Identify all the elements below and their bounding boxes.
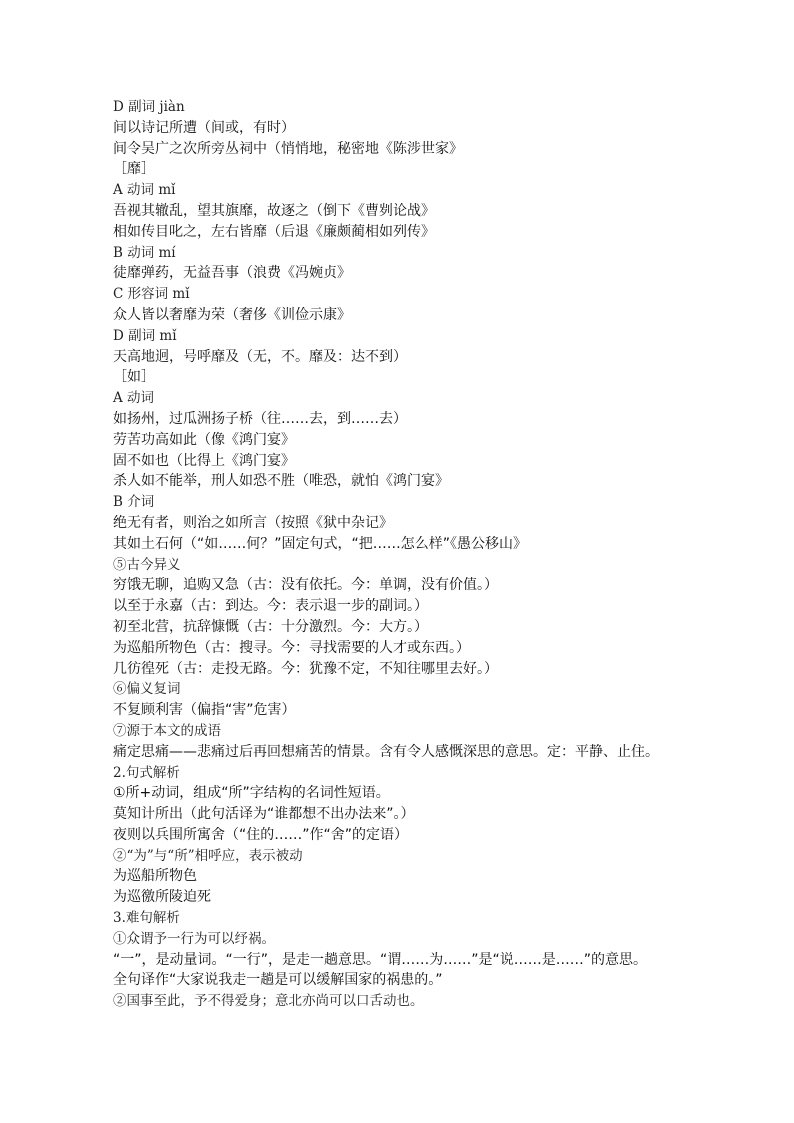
text-line: 穷饿无聊，追购又急（古：没有依托。今：单调，没有价值。） <box>113 577 498 594</box>
text-line: “一”，是动量词。“一行”，是走一趟意思。“谓……为……”是“说……是……”的意思。 <box>113 951 648 968</box>
text-line: 全句译作“大家说我走一趟是可以缓解国家的祸患的。” <box>113 972 443 989</box>
text-line: ①所+动词，组成“所”字结构的名词性短语。 <box>113 785 390 802</box>
text-line: 众人皆以奢靡为荣（奢侈《训俭示康》 <box>113 306 351 323</box>
text-line: 固不如也（比得上《鸿门宴》 <box>113 452 295 469</box>
text-line: 不复顾利害（偏指“害”危害） <box>113 702 296 719</box>
text-line: 为巡徼所陵迫死 <box>113 889 211 906</box>
text-line: 莫知计所出（此句活译为“谁都想不出办法来”。） <box>113 806 415 823</box>
text-line: ②国事至此，予不得爱身；意北亦尚可以口舌动也。 <box>113 993 424 1010</box>
text-line: 为巡船所物色（古：搜寻。今：寻找需要的人才或东西。） <box>113 639 470 656</box>
text-line: 如扬州，过瓜洲扬子桥（往……去，到……去） <box>113 410 407 427</box>
text-line: 劳苦功高如此（像《鸿门宴》 <box>113 431 295 448</box>
text-line: 夜则以兵围所寓舍（“住的……”作“舍”的定语） <box>113 826 409 843</box>
text-line: D 副词 mǐ <box>113 327 177 344</box>
text-line: ⑥偏义复词 <box>113 681 181 698</box>
text-line: ［靡］ <box>113 161 155 178</box>
text-line: B 介词 <box>113 494 155 511</box>
text-line: D 副词 jiàn <box>113 99 185 115</box>
text-line: 徒靡弹药，无益吾事（浪费《冯婉贞》 <box>113 265 351 282</box>
text-line: ［如］ <box>113 369 155 386</box>
text-line: 2.句式解析 <box>113 764 180 781</box>
text-line: 3.难句解析 <box>113 910 180 927</box>
text-line: ⑤古今异义 <box>113 556 181 573</box>
text-line: 绝无有者，则治之如所言（按照《狱中杂记》 <box>113 514 393 531</box>
text-line: B 动词 mí <box>113 244 176 261</box>
text-line: A 动词 mǐ <box>113 182 176 199</box>
text-line: 几彷徨死（古：走投无路。今：犹豫不定，不知往哪里去好。） <box>113 660 498 677</box>
text-line: 其如土石何（“如……何？”固定句式，“把……怎么样”《愚公移山》 <box>113 535 528 552</box>
text-line: 相如传目叱之，左右皆靡（后退《廉颇蔺相如列传》 <box>113 223 435 240</box>
text-line: 天高地迥，号呼靡及（无，不。靡及：达不到） <box>113 348 407 365</box>
text-line: ⑦源于本文的成语 <box>113 722 221 739</box>
text-line: 初至北营，抗辞慷慨（古：十分激烈。今：大方。） <box>113 618 428 635</box>
document-body <box>113 97 713 1012</box>
text-line: 以至于永嘉（古：到达。今：表示退一步的副词。） <box>113 598 428 615</box>
text-line: 痛定思痛——悲痛过后再回想痛苦的情景。含有令人感慨深思的意思。定：平静、止住。 <box>113 743 659 760</box>
text-line: 间以诗记所遭（间或，有时） <box>113 119 295 136</box>
text-line: ①众谓予一行为可以纾祸。 <box>113 930 275 947</box>
text-line: C 形容词 mǐ <box>113 286 190 303</box>
text-line: 为巡船所物色 <box>113 868 197 885</box>
text-line: 杀人如不能举，刑人如恐不胜（唯恐，就怕《鸿门宴》 <box>113 473 449 490</box>
text-line: ②“为”与“所”相呼应，表示被动 <box>113 847 303 864</box>
text-line: 吾视其辙乱，望其旗靡，故逐之（倒下《曹刿论战》 <box>113 202 435 219</box>
text-line: 间令吴广之次所旁丛祠中（悄悄地，秘密地《陈涉世家》 <box>113 140 463 157</box>
text-line: A 动词 <box>113 390 155 407</box>
